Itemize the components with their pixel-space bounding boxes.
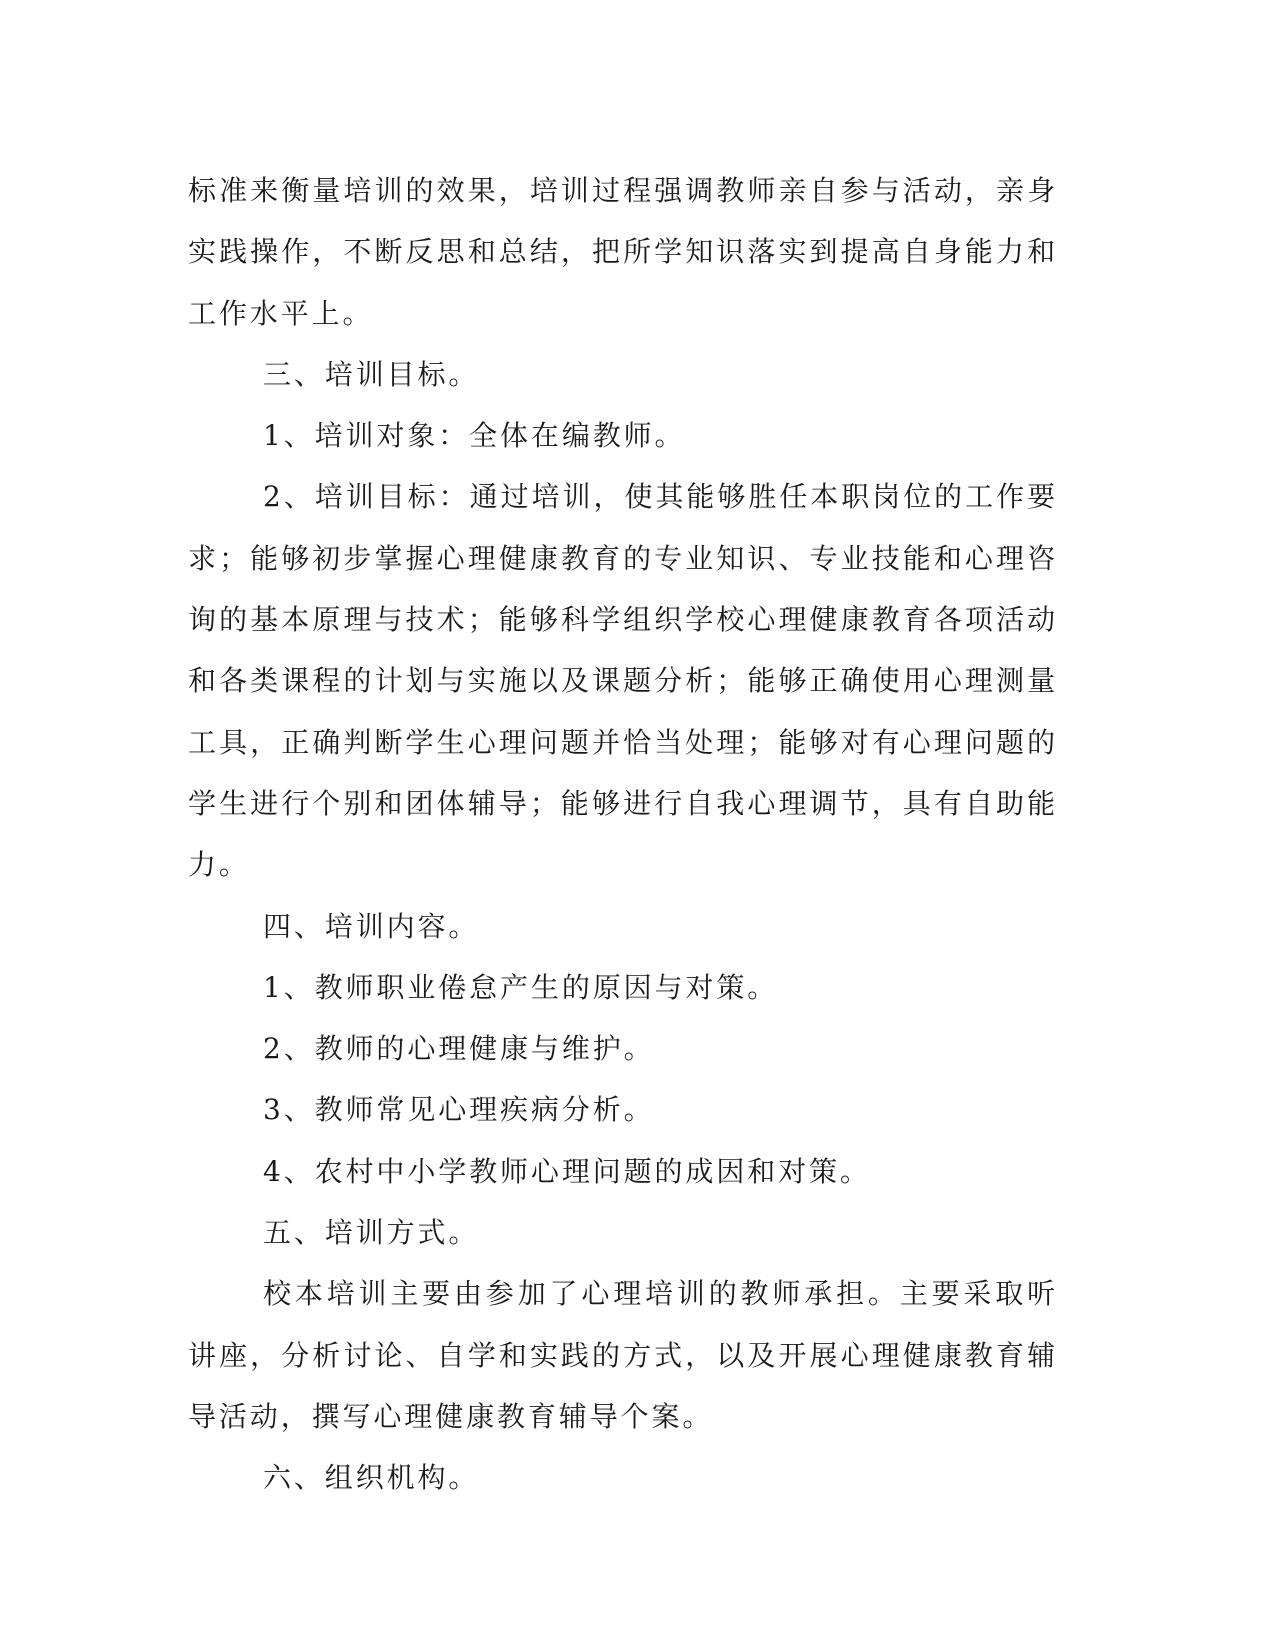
section-heading-training-content: 四、培训内容。	[263, 909, 480, 943]
list-item-content-4: 4、农村中小学教师心理问题的成因和对策。	[263, 1154, 871, 1188]
document-body	[188, 160, 1058, 1509]
section-heading-training-method: 五、培训方式。	[263, 1216, 480, 1250]
section-heading-training-goals: 三、培训目标。	[263, 357, 480, 391]
paragraph-training-audience: 1、培训对象：全体在编教师。	[263, 419, 686, 453]
paragraph-training-method: 校本培训主要由参加了心理培训的教师承担。主要采取听讲座，分析讨论、自学和实践的方式，以及开展心理健康教育辅导活动，撰写心理健康教育辅导个案。	[188, 1277, 1058, 1433]
list-item-content-3: 3、教师常见心理疾病分析。	[263, 1093, 655, 1127]
section-heading-organization: 六、组织机构。	[263, 1461, 480, 1495]
list-item-content-1: 1、教师职业倦怠产生的原因与对策。	[263, 970, 779, 1004]
paragraph-training-objectives: 2、培训目标：通过培训，使其能够胜任本职岗位的工作要求；能够初步掌握心理健康教育的专业知识、专业技能和心理咨询的基本原理与技术；能够科学组织学校心理健康教育各项活动和各类课程的计划与实施以及课题分析；能够正确使用心理测量工具，正确判断学生心理问题并恰当处理；能够对有心理问题的学生进行个别和团体辅导；能够进行自我心理调节，具有自助能力。	[188, 480, 1058, 882]
list-item-content-2: 2、教师的心理健康与维护。	[263, 1032, 655, 1066]
paragraph-continuation: 标准来衡量培训的效果，培训过程强调教师亲自参与活动，亲身实践操作，不断反思和总结，把所学知识落实到提高自身能力和工作水平上。	[188, 174, 1058, 330]
